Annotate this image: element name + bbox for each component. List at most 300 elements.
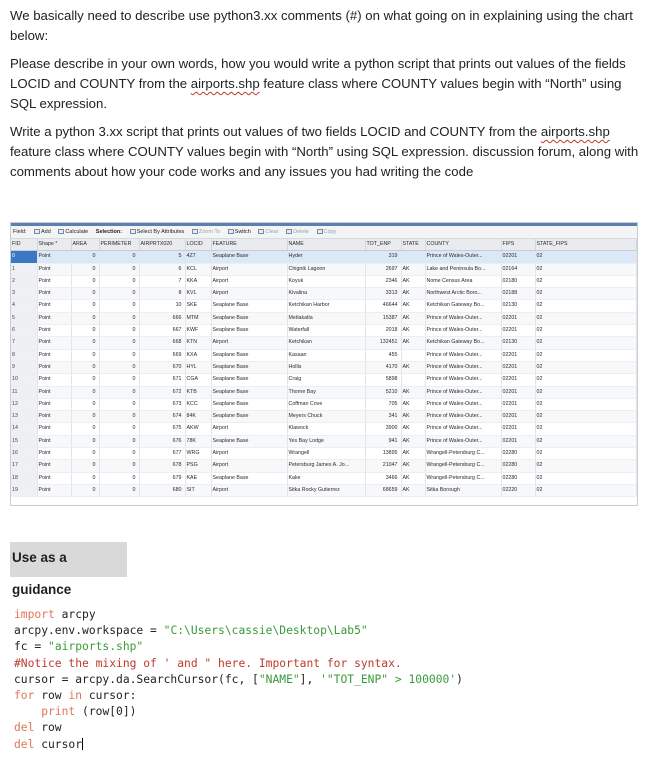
table-cell: AK (401, 435, 425, 447)
table-cell: AK (401, 460, 425, 472)
table-cell: 4Z7 (185, 251, 211, 263)
table-cell (401, 349, 425, 361)
table-cell: 0 (71, 312, 99, 324)
table-cell: Ketchikan Gateway Bo... (425, 337, 501, 349)
table-cell: KTB (185, 386, 211, 398)
table-cell: 8 (139, 288, 185, 300)
intro-text: We basically need to describe use python3.xx comments (#) on what going on in explaining using the chart below: (10, 8, 633, 43)
table-cell: 02 (535, 484, 637, 496)
table-row[interactable] (11, 411, 637, 423)
table-cell: 679 (139, 472, 185, 484)
table-cell: 02280 (501, 448, 535, 460)
table-cell: 02201 (501, 349, 535, 361)
table-cell: 0 (71, 337, 99, 349)
table-cell: Kivalina (287, 288, 365, 300)
code-block[interactable]: import arcpy arcpy.env.workspace = "C:\Users\cassie\Desktop\Lab5" fc = "airports.shp" #Notice the mixing of ' and " here. Important for syntax. cursor = arcpy.da.SearchCursor(fc, ["NAME"], '"TOT_ENP" > 100000') for row in cursor: print (row[0]) del row del cursor (14, 608, 463, 751)
table-cell: Airport (211, 288, 287, 300)
table-row[interactable] (11, 460, 637, 472)
table-cell: 0 (71, 361, 99, 373)
table-row[interactable] (11, 263, 637, 275)
table-cell: Point (37, 448, 71, 460)
table-cell: 02 (535, 361, 637, 373)
table-header-row (11, 239, 637, 251)
table-cell: 02 (535, 435, 637, 447)
table-cell: 0 (99, 398, 139, 410)
table-toolbar (11, 226, 637, 239)
table-cell: AKW (185, 423, 211, 435)
table-cell: 4170 (365, 361, 401, 373)
table-cell: Wrangell (287, 448, 365, 460)
switch-button[interactable]: Switch (228, 226, 251, 238)
table-cell: Point (37, 411, 71, 423)
table-cell: Seaplane Base (211, 349, 287, 361)
table-cell: 676 (139, 435, 185, 447)
table-cell: 18 (11, 472, 37, 484)
table-cell: 02201 (501, 374, 535, 386)
table-cell: 0 (99, 386, 139, 398)
table-cell: Seaplane Base (211, 325, 287, 337)
table-cell: AK (401, 423, 425, 435)
table-cell: 0 (99, 275, 139, 287)
table-cell: 02164 (501, 263, 535, 275)
column-header[interactable]: Shape * (37, 239, 71, 251)
table-cell: Thorne Bay (287, 386, 365, 398)
table-cell: 705 (365, 398, 401, 410)
column-header[interactable]: STATE_FIPS (535, 239, 637, 251)
table-cell: WRG (185, 448, 211, 460)
table-cell: Airport (211, 448, 287, 460)
table-row[interactable] (11, 251, 637, 263)
column-header[interactable]: COUNTY (425, 239, 501, 251)
table-cell: 02 (535, 349, 637, 361)
table-cell: AK (401, 484, 425, 496)
table-cell: Prince of Wales-Outer... (425, 251, 501, 263)
table-cell: 02 (535, 337, 637, 349)
text-cursor (82, 738, 83, 750)
table-cell: SKE (185, 300, 211, 312)
table-row[interactable] (11, 472, 637, 484)
column-header[interactable]: STATE (401, 239, 425, 251)
table-cell: Coffman Cove (287, 398, 365, 410)
table-cell: Airport (211, 263, 287, 275)
column-header[interactable]: AIRPRTX020 (139, 239, 185, 251)
table-cell: Waterfall (287, 325, 365, 337)
select-by-attributes-icon (130, 229, 136, 234)
table-cell: 2346 (365, 275, 401, 287)
table-cell: 11 (11, 386, 37, 398)
table-cell: 02201 (501, 435, 535, 447)
table-cell: Seaplane Base (211, 435, 287, 447)
table-cell: 666 (139, 312, 185, 324)
table-cell: 668 (139, 337, 185, 349)
column-header[interactable]: FIPS (501, 239, 535, 251)
table-cell: 78K (185, 435, 211, 447)
table-cell: AK (401, 448, 425, 460)
table-cell: 19 (11, 484, 37, 496)
table-cell: AK (401, 398, 425, 410)
selection-label: Selection: (95, 229, 123, 235)
table-cell: 0 (99, 337, 139, 349)
table-cell: 674 (139, 411, 185, 423)
table-cell: 0 (99, 325, 139, 337)
table-cell: Prince of Wales-Outer... (425, 435, 501, 447)
table-cell: 4 (11, 300, 37, 312)
table-cell: 9 (11, 361, 37, 373)
table-cell: 02130 (501, 300, 535, 312)
zoom-to-button[interactable]: Zoom To (192, 226, 220, 238)
table-cell: 0 (71, 288, 99, 300)
table-cell: AK (401, 325, 425, 337)
table-cell: 0 (71, 460, 99, 472)
table-cell: Wrangell-Petersburg C... (425, 448, 501, 460)
table-cell: KXA (185, 349, 211, 361)
table-cell: 02 (535, 251, 637, 263)
table-cell: KWF (185, 325, 211, 337)
question1-filename: airports.shp (190, 76, 260, 91)
table-cell: 02280 (501, 460, 535, 472)
table-cell: 132451 (365, 337, 401, 349)
table-cell: 3466 (365, 472, 401, 484)
table-cell: Point (37, 325, 71, 337)
table-cell: 10 (139, 300, 185, 312)
column-header[interactable]: LOCID (185, 239, 211, 251)
table-cell: 0 (99, 374, 139, 386)
table-cell: 0 (99, 251, 139, 263)
table-cell: MTM (185, 312, 211, 324)
table-cell: 02201 (501, 398, 535, 410)
table-cell: 02201 (501, 312, 535, 324)
select-by-attributes-button[interactable]: Select By Attributes (130, 226, 185, 238)
table-row[interactable] (11, 312, 637, 324)
table-cell: 0 (99, 411, 139, 423)
table-cell: Point (37, 251, 71, 263)
table-cell: KCL (185, 263, 211, 275)
table-cell: Point (37, 423, 71, 435)
table-cell: PSG (185, 460, 211, 472)
table-row[interactable] (11, 398, 637, 410)
table-cell: 675 (139, 423, 185, 435)
table-row[interactable] (11, 275, 637, 287)
table-cell: 17 (11, 460, 37, 472)
table-cell: Point (37, 263, 71, 275)
table-cell: 0 (71, 349, 99, 361)
table-cell: Prince of Wales-Outer... (425, 398, 501, 410)
table-cell: Wrangell-Petersburg C... (425, 460, 501, 472)
copy-button[interactable]: Copy (317, 226, 337, 238)
table-cell: AK (401, 337, 425, 349)
add-field-button[interactable]: Add (34, 226, 51, 238)
table-cell: 0 (71, 423, 99, 435)
table-cell: Sitka Rocky Gutierrez (287, 484, 365, 496)
table-cell: 673 (139, 398, 185, 410)
attribute-grid (11, 239, 637, 497)
table-cell: 02 (535, 300, 637, 312)
table-cell: KCC (185, 398, 211, 410)
table-cell: 0 (71, 275, 99, 287)
question1-text-a: Please describe in your own words, how you would write a python script that prints out values of the fields LOCID and COUNTY from the (10, 56, 626, 91)
table-cell: 16 (11, 448, 37, 460)
table-row[interactable] (11, 386, 637, 398)
table-cell: 15387 (365, 312, 401, 324)
table-cell: Point (37, 398, 71, 410)
table-cell: 669 (139, 349, 185, 361)
table-cell: Seaplane Base (211, 386, 287, 398)
table-cell: 1 (11, 263, 37, 275)
table-cell: AK (401, 312, 425, 324)
table-cell: Airport (211, 460, 287, 472)
table-cell: 15 (11, 435, 37, 447)
table-row[interactable] (11, 435, 637, 447)
table-cell: 677 (139, 448, 185, 460)
table-body (11, 251, 637, 497)
table-row[interactable] (11, 349, 637, 361)
table-cell: Chignik Lagoon (287, 263, 365, 275)
table-cell: 02 (535, 398, 637, 410)
question-paragraph-2 (10, 122, 650, 182)
table-cell: AK (401, 275, 425, 287)
question2-filename: airports.shp (540, 124, 610, 139)
table-cell: 2697 (365, 263, 401, 275)
table-cell: 02220 (501, 484, 535, 496)
table-cell: Seaplane Base (211, 251, 287, 263)
table-row[interactable] (11, 361, 637, 373)
table-cell: Northwest Arctic Boro... (425, 288, 501, 300)
table-cell: 02 (535, 423, 637, 435)
table-cell: 5210 (365, 386, 401, 398)
table-cell: Wrangell-Petersburg C... (425, 472, 501, 484)
guidance-label: Use as a guidance (10, 542, 127, 577)
table-cell: 02 (535, 472, 637, 484)
table-cell: Prince of Wales-Outer... (425, 361, 501, 373)
table-row[interactable] (11, 423, 637, 435)
table-row[interactable] (11, 484, 637, 496)
table-cell: KKA (185, 275, 211, 287)
table-cell: 8 (11, 349, 37, 361)
table-cell: 2018 (365, 325, 401, 337)
table-cell: Point (37, 361, 71, 373)
clear-button[interactable]: Clear (258, 226, 278, 238)
table-cell: 2 (11, 275, 37, 287)
table-cell: 0 (71, 411, 99, 423)
calculate-button[interactable]: Calculate (58, 226, 88, 238)
table-cell: 0 (71, 435, 99, 447)
column-header[interactable]: AREA (71, 239, 99, 251)
table-cell: 13895 (365, 448, 401, 460)
question2-text-a: Write a python 3.xx script that prints out values of two fields LOCID and COUNTY from the (10, 124, 541, 139)
table-cell: 02201 (501, 325, 535, 337)
table-cell: 10 (11, 374, 37, 386)
table-cell: SIT (185, 484, 211, 496)
clear-icon (258, 229, 264, 234)
table-cell: 680 (139, 484, 185, 496)
table-cell: Prince of Wales-Outer... (425, 325, 501, 337)
table-cell: Hollis (287, 361, 365, 373)
delete-icon (286, 229, 292, 234)
table-cell: 0 (71, 251, 99, 263)
copy-icon (317, 229, 323, 234)
table-cell: Klawock (287, 423, 365, 435)
table-cell: 02280 (501, 472, 535, 484)
table-cell: 0 (71, 300, 99, 312)
table-cell: Seaplane Base (211, 361, 287, 373)
table-cell: 319 (365, 251, 401, 263)
table-cell: Point (37, 472, 71, 484)
table-cell: Kake (287, 472, 365, 484)
table-cell: 0 (71, 374, 99, 386)
table-cell: 0 (99, 484, 139, 496)
table-cell: 0 (99, 472, 139, 484)
table-cell: 5 (139, 251, 185, 263)
table-cell: 0 (99, 361, 139, 373)
table-cell: 455 (365, 349, 401, 361)
table-cell: KVL (185, 288, 211, 300)
table-cell: 02 (535, 374, 637, 386)
table-cell: 5898 (365, 374, 401, 386)
table-cell (401, 374, 425, 386)
table-cell: 0 (71, 484, 99, 496)
table-cell: Point (37, 460, 71, 472)
table-cell: Craig (287, 374, 365, 386)
table-cell: Point (37, 288, 71, 300)
table-row[interactable] (11, 325, 637, 337)
table-cell: 02 (535, 325, 637, 337)
table-cell: Meyers Chuck (287, 411, 365, 423)
table-cell: Prince of Wales-Outer... (425, 349, 501, 361)
table-cell: Airport (211, 275, 287, 287)
table-cell: 02201 (501, 251, 535, 263)
table-cell: 7 (139, 275, 185, 287)
table-cell: Point (37, 374, 71, 386)
table-cell: 02 (535, 411, 637, 423)
table-cell: Yes Bay Lodge (287, 435, 365, 447)
table-cell (401, 251, 425, 263)
table-cell: Prince of Wales-Outer... (425, 423, 501, 435)
table-cell: 0 (99, 263, 139, 275)
table-cell: Point (37, 349, 71, 361)
table-cell: Point (37, 300, 71, 312)
table-row[interactable] (11, 374, 637, 386)
column-header[interactable]: NAME (287, 239, 365, 251)
table-cell: Prince of Wales-Outer... (425, 386, 501, 398)
table-cell: Point (37, 435, 71, 447)
table-row[interactable] (11, 448, 637, 460)
table-cell: 0 (99, 288, 139, 300)
table-cell: 02201 (501, 423, 535, 435)
table-cell: Sitka Borough (425, 484, 501, 496)
table-cell: Koyuk (287, 275, 365, 287)
table-cell: Seaplane Base (211, 411, 287, 423)
table-cell: 6 (139, 263, 185, 275)
table-cell: 02180 (501, 275, 535, 287)
table-cell: AK (401, 386, 425, 398)
table-cell: AK (401, 263, 425, 275)
table-cell: Prince of Wales-Outer... (425, 312, 501, 324)
table-cell: Petersburg James A. Jo... (287, 460, 365, 472)
table-cell: 02201 (501, 361, 535, 373)
table-cell: 3900 (365, 423, 401, 435)
table-cell: 5 (11, 312, 37, 324)
table-cell: 02 (535, 312, 637, 324)
table-cell: 0 (71, 325, 99, 337)
table-cell: 02 (535, 460, 637, 472)
table-cell: 02130 (501, 337, 535, 349)
calculator-icon (58, 229, 64, 234)
table-cell: 0 (71, 386, 99, 398)
table-cell: KAE (185, 472, 211, 484)
table-cell: Ketchikan Harbor (287, 300, 365, 312)
table-cell: 0 (99, 349, 139, 361)
table-cell: 671 (139, 374, 185, 386)
table-cell: AK (401, 472, 425, 484)
table-cell: 02188 (501, 288, 535, 300)
table-cell: Seaplane Base (211, 312, 287, 324)
delete-button[interactable]: Delete (286, 226, 309, 238)
table-cell: Prince of Wales-Outer... (425, 374, 501, 386)
table-cell: 0 (99, 423, 139, 435)
table-cell: Airport (211, 337, 287, 349)
table-cell: 02 (535, 275, 637, 287)
column-header[interactable]: FEATURE (211, 239, 287, 251)
table-cell: Kasaan (287, 349, 365, 361)
table-cell: 0 (99, 312, 139, 324)
column-header[interactable]: TOT_ENP (365, 239, 401, 251)
table-cell: 667 (139, 325, 185, 337)
column-header[interactable]: PERIMETER (99, 239, 139, 251)
table-cell: KTN (185, 337, 211, 349)
table-row[interactable] (11, 288, 637, 300)
add-field-icon (34, 229, 40, 234)
table-cell: Airport (211, 484, 287, 496)
table-cell: Point (37, 312, 71, 324)
table-cell: Point (37, 484, 71, 496)
table-cell: Airport (211, 423, 287, 435)
table-cell: HYL (185, 361, 211, 373)
table-cell: Point (37, 275, 71, 287)
zoom-to-icon (192, 229, 198, 234)
table-cell: Lake and Peninsula Bo... (425, 263, 501, 275)
table-cell: 670 (139, 361, 185, 373)
table-cell: 0 (99, 300, 139, 312)
field-label: Field: (13, 229, 27, 235)
table-cell: 0 (71, 472, 99, 484)
table-cell: Ketchikan Gateway Bo... (425, 300, 501, 312)
table-cell: 341 (365, 411, 401, 423)
table-cell: 02 (535, 448, 637, 460)
table-cell: 0 (99, 460, 139, 472)
column-header[interactable]: FID (11, 239, 37, 251)
table-cell: AK (401, 300, 425, 312)
question2-text-b: feature class where COUNTY values begin with “North” using SQL expression. discussion forum, along with comments about how your code works and any issues you had writing the code (10, 144, 639, 179)
attribute-table (10, 222, 638, 506)
table-cell: 0 (11, 251, 37, 263)
switch-icon (228, 229, 234, 234)
table-cell: 68659 (365, 484, 401, 496)
table-cell: 672 (139, 386, 185, 398)
table-cell: 0 (71, 398, 99, 410)
question-paragraph-1 (10, 54, 650, 114)
table-cell: 0 (99, 435, 139, 447)
table-cell: 84K (185, 411, 211, 423)
table-cell: 678 (139, 460, 185, 472)
table-cell: Ketchikan (287, 337, 365, 349)
table-cell: 0 (71, 448, 99, 460)
table-cell: 3313 (365, 288, 401, 300)
table-row[interactable] (11, 337, 637, 349)
table-cell: 02201 (501, 386, 535, 398)
table-cell: 02 (535, 288, 637, 300)
table-row[interactable] (11, 300, 637, 312)
table-cell: Seaplane Base (211, 398, 287, 410)
